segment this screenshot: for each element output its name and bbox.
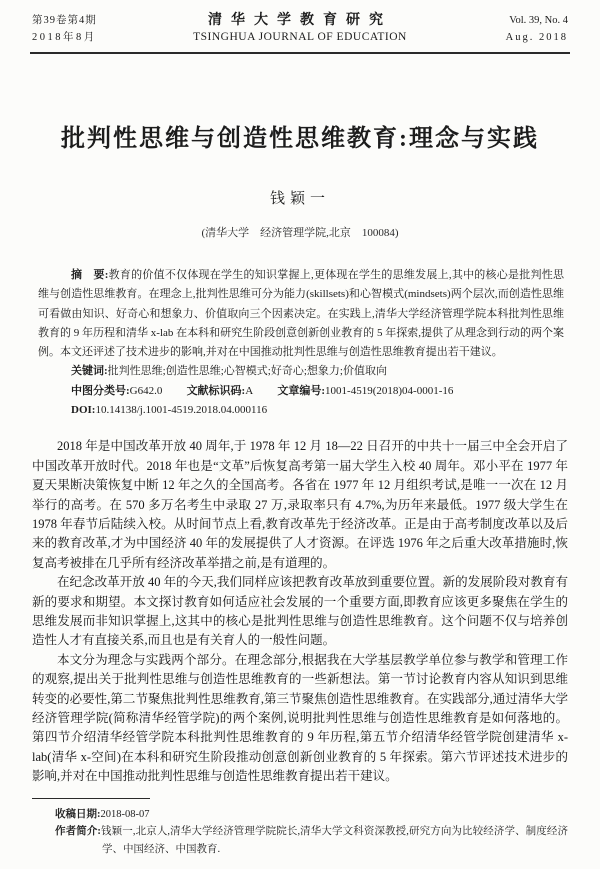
author-name: 钱颖一: [269, 191, 330, 207]
doc-code-label: 文献标识码:: [186, 384, 246, 397]
article-body: [32, 437, 568, 786]
header-volume-issue-en: [448, 12, 568, 46]
doi-line: [38, 401, 564, 420]
author-bio-line: [55, 823, 568, 858]
abstract-text: 教育的价值不仅体现在学生的知识掌握上,更体现在学生的思维发展上,其中的核心是批判性思维与创造性思维教育。在理念上,批判性思维可分为能力(skillsets)和心智模式(mindsets)两个层次,而创造性思维可看做由知识、好奇心和想象力、价值取向三个因素决定。在实践上,清华大学经济管理学院本科批判性思维教育的 9 年历程和清华 x-lab 在本科和研究生阶段创意创新创业教育的 5 年探索,提供了从理念到行动的两个案例。本文还评述了技术进步的影响,并对在中国推动批判性思维与创造性思维教育提出若干建议。: [38, 269, 564, 359]
keywords-line: [38, 362, 564, 381]
body-paragraph-3: 本文分为理念与实践两个部分。在理念部分,根据我在大学基层教学单位参与教学和管理工作的观察,提出关于批判性思维与创造性思维教育的一些新想法。第一节讨论教育内容从知识到思维转变的必要性,第二节聚焦批判性思维教育,第三节聚焦创造性思维教育。在实践部分,通过清华大学经济管理学院(简称清华经管学院)的两个案例,说明批判性思维与创造性思维教育是如何落地的。第四节介绍清华经管学院本科批判性思维教育的 9 年历程,第五节介绍清华经管学院创建清华 x-lab(清华 x-空间)在本科和研究生阶段推动创意创新创业教育的 5 年探索。第六节评述技术进步的影响,并对在中国推动批判性思维与创造性思维教育提出若干建议。: [32, 652, 568, 784]
received-date-value: 2018-08-07: [100, 808, 150, 820]
author-bio-value: 钱颖一,北京人,清华大学经济管理学院院长,清华大学文科资深教授,研究方向为比较经济学、制度经济学、中国经济、中国教育.: [100, 826, 569, 855]
journal-title-en: TSINGHUA JOURNAL OF EDUCATION: [193, 31, 407, 43]
doi-label: DOI:: [71, 404, 96, 417]
author-bio-label: 作者简介:: [55, 826, 101, 838]
header-rule: [30, 52, 570, 54]
abstract: [38, 266, 564, 362]
abstract-label: 摘 要:: [71, 269, 109, 281]
volume-issue-en: Vol. 39, No. 4: [509, 15, 568, 26]
journal-header: [32, 12, 568, 46]
article-id-value: 1001-4519(2018)04-0001-16: [325, 384, 454, 397]
footnote-rule: [32, 798, 150, 799]
received-date-label: 收稿日期:: [55, 808, 101, 820]
date-en: Aug. 2018: [505, 32, 568, 43]
body-paragraph-2: 在纪念改革开放 40 年的今天,我们同样应该把教育改革放到重要位置。新的发展阶段对教育有新的要求和期望。本文探讨教育如何适应社会发展的一个重要方面,即教育应该更多聚焦在学生的思维发展而非知识掌握上,这其中的核心是批判性思维与创造性思维教育。这个问题不仅与培养创造性人才有直接关系,而且也是有关育人的一般性问题。: [32, 575, 568, 648]
article-title: 批判性思维与创造性思维教育:理念与实践: [61, 126, 539, 152]
body-paragraph-1: 2018 年是中国改革开放 40 周年,于 1978 年 12 月 18—22 日召开的中共十一届三中全会开启了中国改革开放时代。2018 年也是“文革”后恢复高考第一届大学生入校 40 周年。邓小平在 1977 年夏天果断决策恢复中断 12 年之久的全国高考。各省在 1977 年 12 月组织考试,是唯一一次在 12 月举行的高考。在 570 多万名考生中录取 27 万,录取率只有 4.7%,为历年来最低。1977 级大学生在 1978 年春节后陆续入校。从时间节点上看,教育改革先于经济改革。正是由于高考制度改革以及后来的教育改革,才为中国经济 40 年的发展提供了人才资源。在评选 1976 年之后重大改革措施时,恢复高考被排在几乎所有经济改革举措之前,是有道理的。: [32, 439, 568, 570]
journal-title-cn: 清华大学教育研究: [208, 13, 392, 28]
date-cn: 2018年8月: [32, 32, 97, 43]
author-affiliation: (清华大学 经济管理学院,北京 100084): [201, 227, 399, 239]
keywords-text: 批判性思维;创造性思维;心智模式;好奇心;想象力;价值取向: [107, 365, 387, 378]
doi-value: 10.14138/j.1001-4519.2018.04.000116: [95, 404, 268, 417]
article-id-label: 文章编号:: [277, 384, 326, 397]
journal-title-block: [152, 12, 448, 46]
clc-value: G642.0: [129, 384, 163, 397]
classification-line: [38, 382, 564, 401]
received-date-line: [55, 806, 568, 824]
abstract-block: [38, 266, 564, 420]
doc-code-value: A: [245, 384, 254, 397]
keywords-label: 关键词:: [71, 365, 108, 378]
header-volume-issue-cn: [32, 12, 152, 46]
clc-label: 中图分类号:: [71, 384, 130, 397]
footnote-block: [32, 806, 568, 859]
volume-issue-cn: 第39卷第4期: [32, 15, 97, 26]
